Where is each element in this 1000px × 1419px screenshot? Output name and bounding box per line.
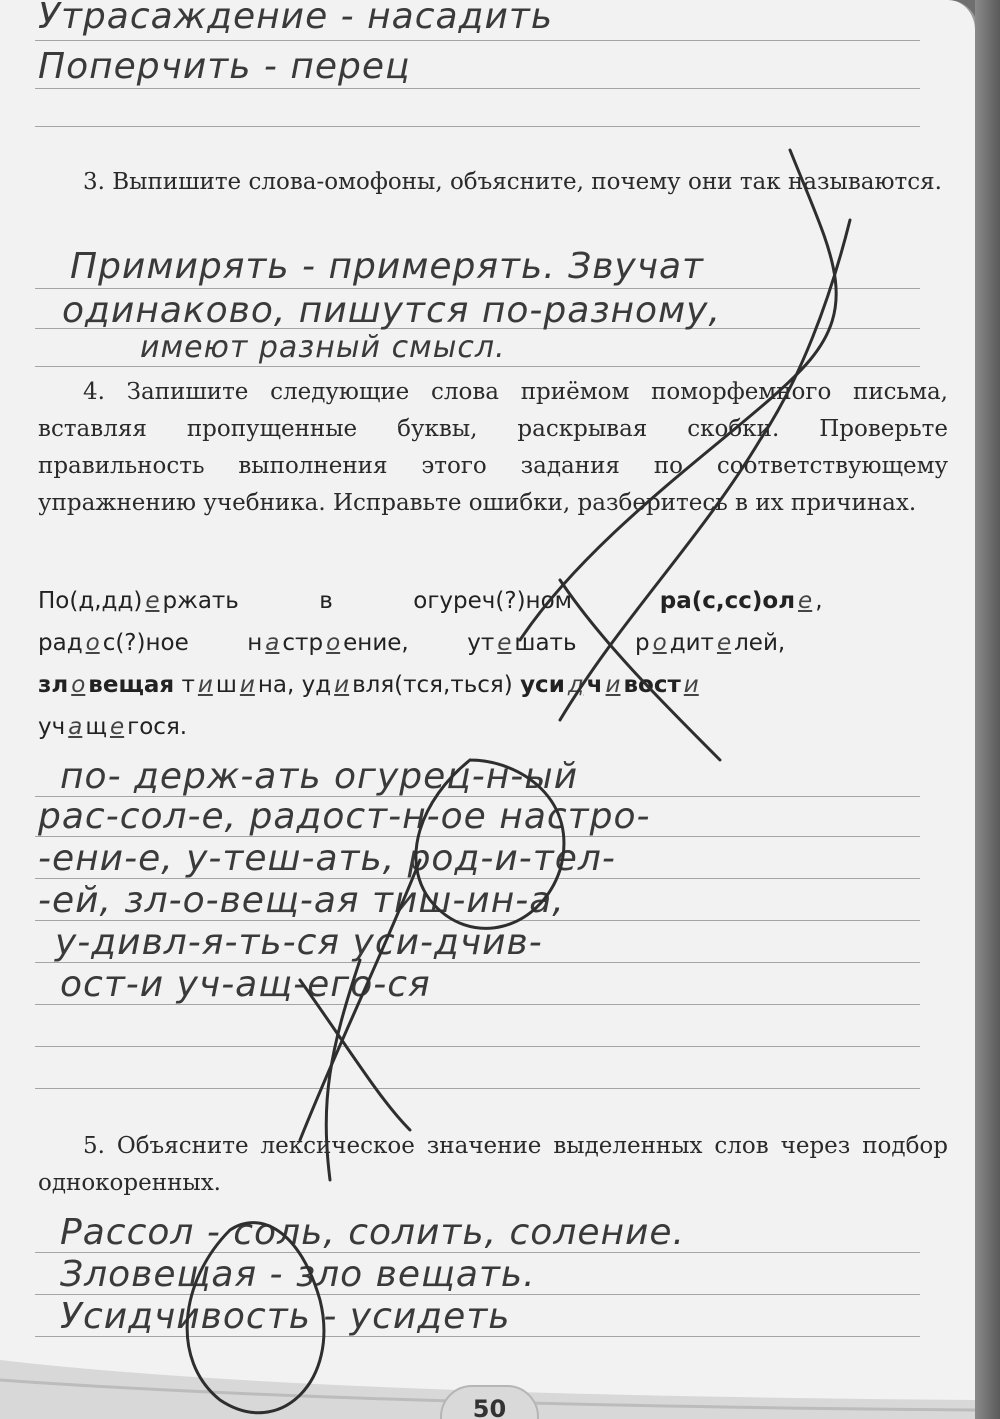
- filled-letter: е: [798, 588, 813, 614]
- exercise-word-bold: ра(с,сс)ол: [659, 588, 796, 614]
- task-3-answer-line-2: одинаково, пишутся по-разному,: [62, 290, 721, 331]
- filled-letter: а: [68, 714, 83, 740]
- task-4-answer-line-4: -ей, зл-о-вещ-ая тиш-ин-а,: [38, 880, 565, 921]
- filled-letter: д: [567, 672, 584, 698]
- exercise-word: рад: [38, 630, 83, 656]
- filled-letter: о: [652, 630, 667, 656]
- exercise-word: стр: [282, 630, 324, 656]
- exercise-word: р: [635, 630, 650, 656]
- filled-letter: о: [71, 672, 86, 698]
- task-4-answer-line-3: -ени-е, у-теш-ать, род-и-тел-: [38, 838, 616, 879]
- exercise-word: ение,: [343, 630, 409, 656]
- exercise-word: гося.: [127, 714, 188, 740]
- task-4-answer-line-1: по- держ-ать огурец-н-ый: [60, 756, 579, 797]
- exercise-word: ,: [815, 588, 823, 614]
- exercise-word: в: [319, 588, 333, 614]
- exercise-word: лей,: [734, 630, 786, 656]
- filled-letter: о: [326, 630, 341, 656]
- task-3-answer-line-1: Примирять - примерять. Звучат: [70, 246, 705, 287]
- exercise-word: т: [181, 672, 195, 698]
- task-4-answer-line-2: рас-сол-е, радост-н-ое настро-: [38, 796, 651, 837]
- filled-letter: о: [85, 630, 100, 656]
- filled-letter: е: [109, 714, 125, 740]
- exercise-word: огуреч(?)ном: [413, 588, 573, 614]
- page-number: 50: [440, 1385, 539, 1419]
- filled-letter: и: [197, 672, 213, 698]
- filled-letter: е: [716, 630, 732, 656]
- exercise-word: уд: [301, 672, 332, 698]
- task-5-answer-line-3: Усидчивость - усидеть: [60, 1296, 511, 1337]
- exercise-word: дит: [669, 630, 714, 656]
- exercise-word-bold: уси: [520, 672, 565, 698]
- exercise-word: с(?)ное: [102, 630, 189, 656]
- filled-letter: и: [239, 672, 255, 698]
- filled-letter: и: [334, 672, 350, 698]
- handwriting-top-line-1: Утрасаждение - насадить: [38, 0, 554, 37]
- task-4-answer-line-6: ост-и уч-ащ-его-ся: [60, 964, 431, 1005]
- filled-letter: и: [683, 672, 699, 698]
- exercise-word: ут: [467, 630, 495, 656]
- filled-letter: а: [265, 630, 280, 656]
- exercise-word: По(д,дд): [38, 588, 143, 614]
- exercise-word-bold: зл: [38, 672, 69, 698]
- task-3-text: 3. Выпишите слова-омофоны, объясните, почему они так называются.: [83, 169, 942, 195]
- exercise-word: шать: [514, 630, 577, 656]
- exercise-word-bold: вещая: [88, 672, 175, 698]
- filled-letter: и: [605, 672, 621, 698]
- filled-letter: е: [145, 588, 160, 614]
- task-4-text: 4. Запишите следующие слова приёмом поморфемного письма, вставляя пропущенные буквы, раскрывая скобки. Проверьте правильность выполнения этого задания по соответствующему упражнению учебника. Исправьте ошибки, разберитесь в их причинах.: [38, 379, 948, 516]
- exercise-word-bold: ч: [586, 672, 603, 698]
- page-edge: [975, 0, 1000, 1419]
- exercise-word: ш: [215, 672, 237, 698]
- task-4-answer-line-5: у-дивл-я-ть-ся уси-дчив-: [55, 922, 543, 963]
- task-3-answer-line-3: имеют разный смысл.: [140, 330, 506, 365]
- exercise-word-bold: вост: [623, 672, 681, 698]
- exercise-word: щ: [85, 714, 107, 740]
- task-5-answer-line-1: Рассол - соль, солить, соление.: [60, 1212, 685, 1253]
- exercise-word: ржать: [162, 588, 239, 614]
- exercise-word: уч: [38, 714, 66, 740]
- task-5-text: 5. Объясните лексическое значение выделенных слов через подбор однокоренных.: [38, 1133, 948, 1196]
- task-5-answer-line-2: Зловещая - зло вещать.: [60, 1254, 536, 1295]
- exercise-word: н: [247, 630, 263, 656]
- exercise-word: на,: [257, 672, 295, 698]
- handwriting-top-line-2: Поперчить - перец: [38, 46, 411, 87]
- exercise-word: вля(тся,ться): [352, 672, 513, 698]
- filled-letter: е: [497, 630, 512, 656]
